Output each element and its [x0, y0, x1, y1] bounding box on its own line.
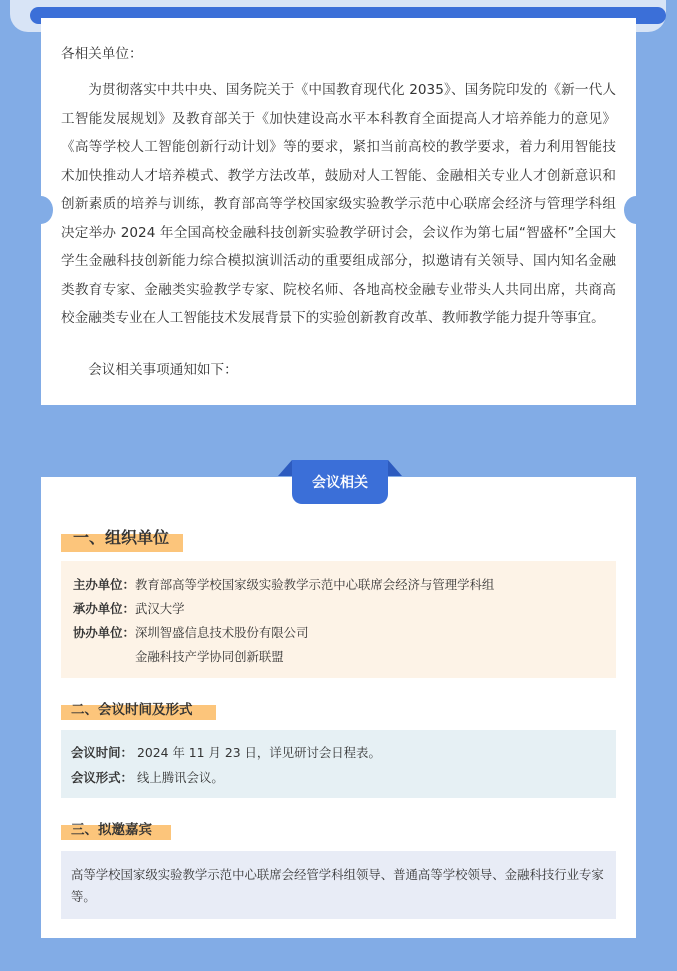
- co-organizer-label: 协办单位：: [73, 625, 135, 640]
- meeting-tab-label: 会议相关: [292, 460, 388, 504]
- section-title-guests: 三、拟邀嘉宾: [71, 822, 152, 838]
- time-value: 2024 年 11 月 23 日，详见研讨会日程表。: [137, 744, 381, 760]
- intro-paragraph: 为贯彻落实中共中央、国务院关于《中国教育现代化 2035》、国务院印发的《新一代人工智能发展规划》及教育部关于《加快建设高水平本科教育全面提高人才培养能力的意见》《高等学校人工智能创新行动计划》等的要求，紧扣当前高校的教学要求，着力利用智能技术加快推动人才培养模式、教学方法改革，鼓励对人工智能、金融相关专业人才创新意识和创新素质的培养与训练，教育部高等学校国家级实验教学示范中心联席会经济与管理学科组决定举办 2024 年全国高校金融科技创新实验教学研讨会，会议作为第七届“智盛杯”全国大学生金融科技创新能力综合模拟演训活动的重要组成部分，拟邀请有关领导、国内知名金融类教育专家、金融类实验教学专家、院校名师、各地高校金融专业带头人共同出席，共商高校金融类专业在人工智能技术发展背景下的实验创新教育改革、教师教学能力提升等事宜。: [61, 82, 616, 326]
- tab-fold-left: [278, 460, 292, 476]
- section-title-time-format: 二、会议时间及形式: [71, 702, 193, 718]
- organizer-value: 武汉大学: [135, 601, 185, 616]
- host-row: [73, 572, 604, 596]
- time-label: 会议时间：: [71, 744, 133, 760]
- guests-box: 高等学校国家级实验教学示范中心联席会经管学科组领导、普通高等学校领导、金融科技行业专家等。: [61, 851, 616, 919]
- co-organizer-value: 深圳智盛信息技术股份有限公司: [135, 625, 309, 640]
- co-organizer-row: [73, 620, 604, 644]
- meeting-card: [41, 477, 636, 938]
- organizers-box: [61, 561, 616, 678]
- salutation: 各相关单位：: [61, 46, 143, 62]
- co-organizer-value: 金融科技产学协同创新联盟: [135, 649, 284, 664]
- co-organizer-row-2: [73, 644, 604, 668]
- time-row: [71, 739, 606, 764]
- host-value: 教育部高等学校国家级实验教学示范中心联席会经济与管理学科组: [135, 577, 495, 592]
- organizer-row: [73, 596, 604, 620]
- format-value: 线上腾讯会议。: [137, 769, 224, 785]
- intro-card: [41, 18, 636, 405]
- organizer-label: 承办单位：: [73, 601, 135, 616]
- meeting-tab: [278, 460, 402, 506]
- host-label: 主办单位：: [73, 577, 135, 592]
- section-title-organizers: 一、组织单位: [73, 528, 170, 547]
- tab-fold-right: [388, 460, 402, 476]
- time-format-box: [61, 730, 616, 798]
- card-notch-left: [29, 196, 53, 224]
- format-label: 会议形式：: [71, 769, 133, 785]
- card-notch-right: [624, 196, 648, 224]
- closing-line: 会议相关事项通知如下：: [88, 362, 238, 378]
- format-row: [71, 764, 606, 789]
